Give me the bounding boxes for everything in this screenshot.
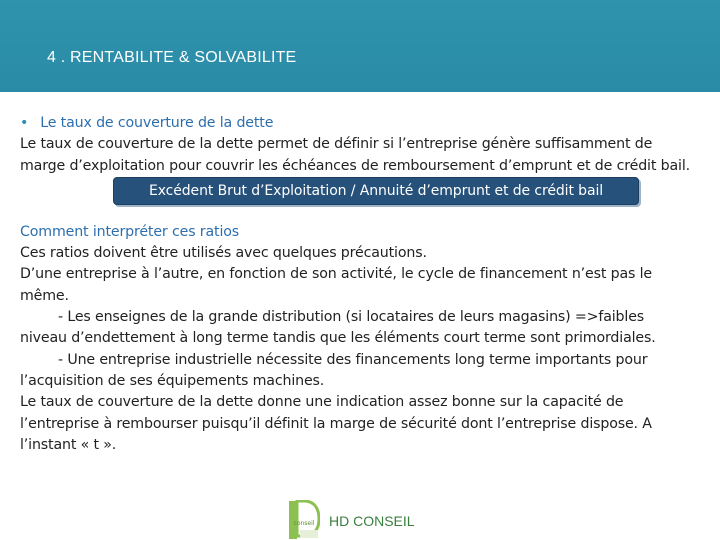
paragraph-line: D’une entreprise à l’autre, en fonction de son activité, le cycle de financement n’est pas le même.	[20, 266, 652, 304]
paragraph-line: l’acquisition de ses équipements machines.	[20, 372, 325, 389]
slide-header	[0, 0, 720, 92]
formula-box: Excédent Brut d’Exploitation / Annuité d’emprunt et de crédit bail	[113, 177, 639, 205]
paragraph-line: Ces ratios doivent être utilisés avec quelques précautions.	[20, 245, 427, 262]
interpretation-heading: Comment interpréter ces ratios	[20, 223, 240, 240]
company-name: HD CONSEIL	[329, 513, 415, 529]
bullet-heading-text: Le taux de couverture de la dette	[40, 115, 274, 131]
bullet-icon: •	[20, 115, 29, 131]
slide-title: 4 . RENTABILITE & SOLVABILITE	[47, 49, 297, 66]
hd-conseil-logo	[288, 500, 320, 540]
paragraph-line: Le taux de couverture de la dette donne une indication assez bonne sur la capacité de l’entreprise à rembourser puisqu’il définit la marge de sécurité dont l’entreprise dispose. A l’instant « t ».	[20, 394, 652, 453]
footer	[288, 500, 415, 540]
logo-text: conseil	[293, 520, 315, 527]
paragraph-line-indented: - Une entreprise industrielle nécessite des financements long terme importants pour	[58, 351, 648, 368]
paragraph-line: niveau d’endettement à long terme tandis que les éléments court terme sont primordiales.	[20, 330, 656, 347]
formula-container	[20, 177, 696, 204]
slide-content	[20, 113, 696, 456]
bullet-heading	[20, 113, 696, 134]
paragraph-line-indented: - Les enseignes de la grande distribution (si locataires de leurs magasins) =>faibles	[58, 309, 645, 326]
definition-paragraph: Le taux de couverture de la dette permet de définir si l’entreprise génère suffisamment de marge d’exploitation pour couvrir les échéances de remboursement d’emprunt et de crédit bail.	[20, 136, 690, 174]
